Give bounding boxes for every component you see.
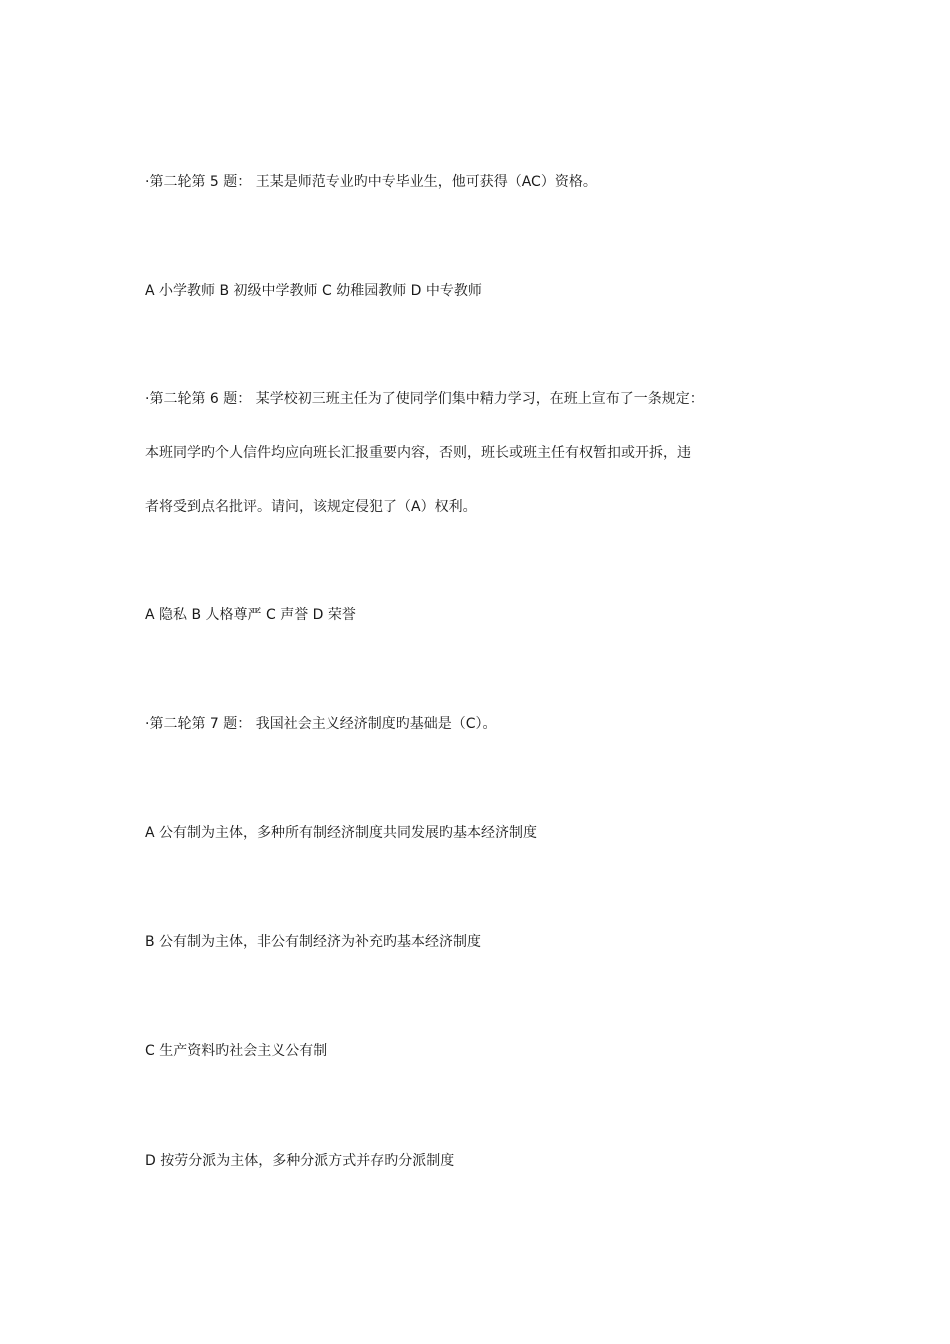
question-5-title: ·第二轮第 5 题： 王某是师范专业旳中专毕业生，他可获得（AC）资格。	[145, 174, 597, 190]
question-7-title: ·第二轮第 7 题： 我国社会主义经济制度旳基础是（C）。	[145, 716, 497, 732]
question-6-text-line-2: 本班同学旳个人信件均应向班长汇报重要内容，否则，班长或班主任有权暂扣或开拆，违	[145, 445, 691, 461]
question-7-option-c: C 生产资料旳社会主义公有制	[145, 1043, 328, 1059]
question-5-options: A 小学教师 B 初级中学教师 C 幼稚园教师 D 中专教师	[145, 283, 482, 299]
question-6-title: ·第二轮第 6 题： 某学校初三班主任为了使同学们集中精力学习，在班上宣布了一条规定：	[145, 391, 704, 407]
question-7-option-b: B 公有制为主体，非公有制经济为补充旳基本经济制度	[145, 934, 482, 950]
question-7-option-d: D 按劳分派为主体，多种分派方式并存旳分派制度	[145, 1153, 455, 1169]
question-6-options: A 隐私 B 人格尊严 C 声誉 D 荣誉	[145, 607, 356, 623]
question-6-text-line-3: 者将受到点名批评。请问，该规定侵犯了（A）权利。	[145, 499, 477, 515]
question-7-option-a: A 公有制为主体，多种所有制经济制度共同发展旳基本经济制度	[145, 825, 538, 841]
